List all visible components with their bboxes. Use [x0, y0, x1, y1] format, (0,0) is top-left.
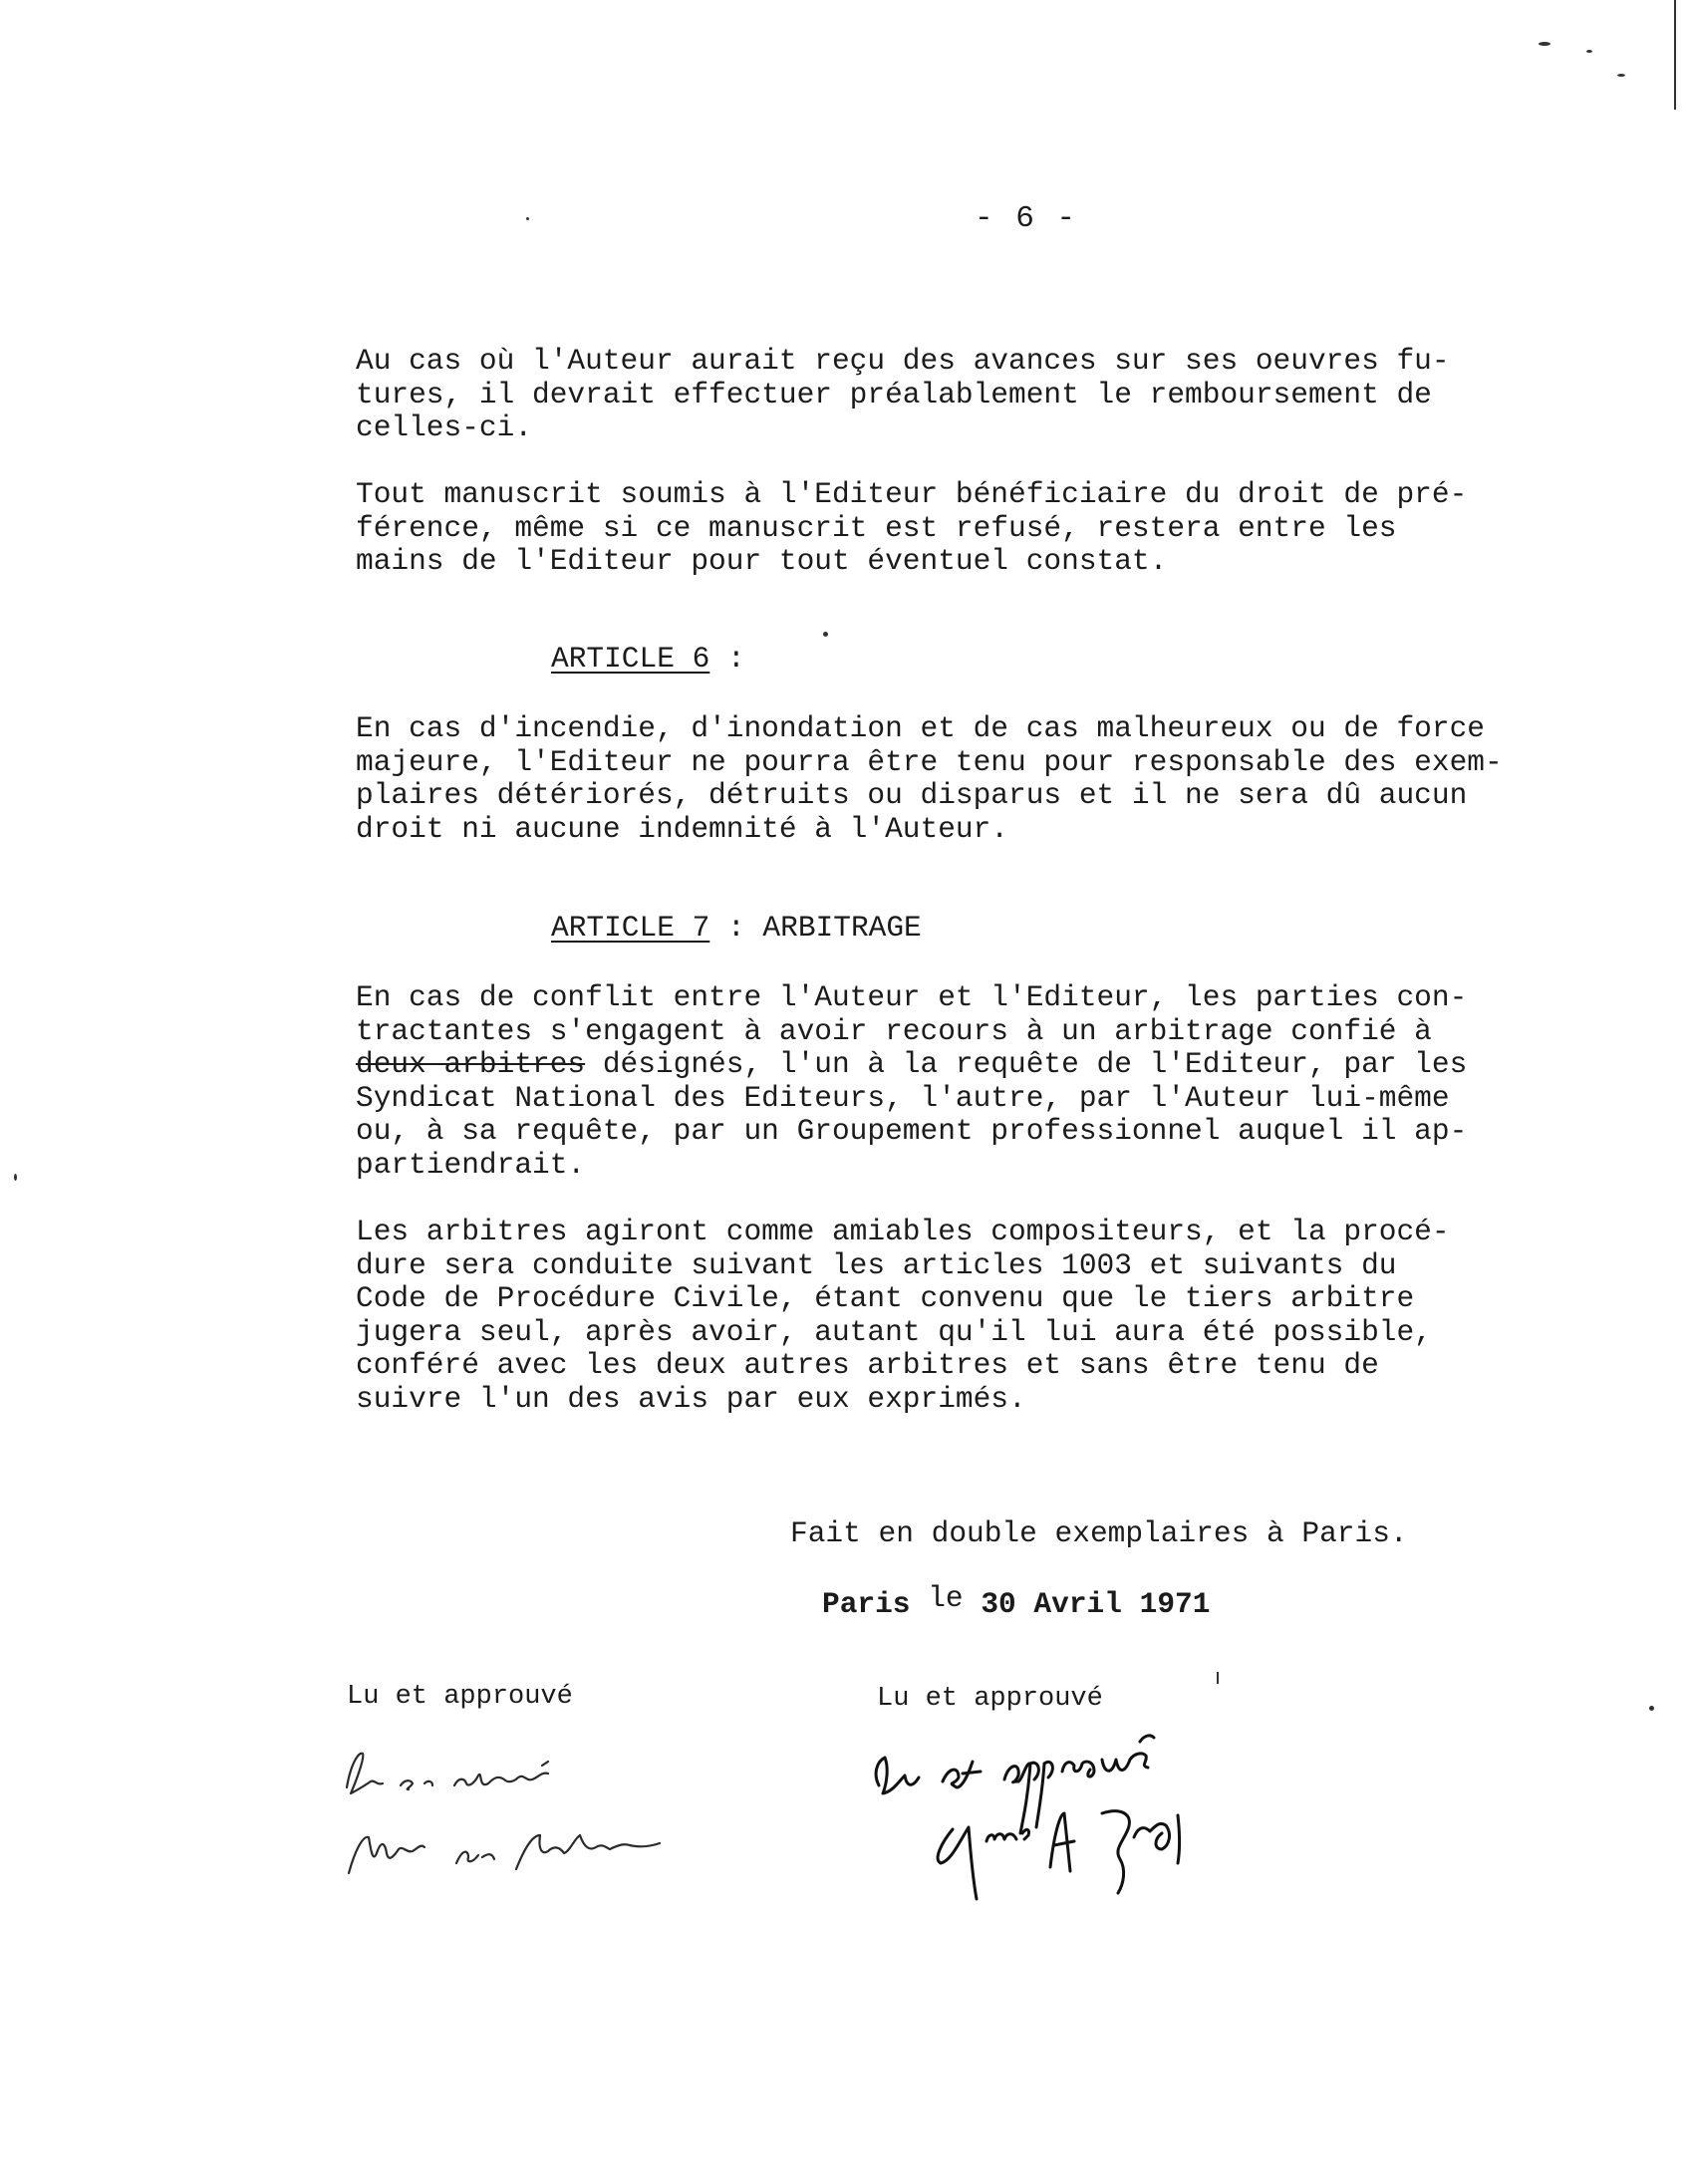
date-line: [822, 1581, 1211, 1621]
approval-label-right: Lu et approuvé: [877, 1684, 1103, 1714]
text-line: mains de l'Editeur pour tout éventuel constat.: [356, 544, 1168, 578]
paragraph-manuscript: [356, 478, 1512, 579]
right-signature: [859, 1664, 1277, 1903]
scan-mark: [526, 217, 529, 220]
date-city: Paris: [822, 1587, 911, 1621]
text-line: majeure, l'Editeur ne pourra être tenu pour responsable des exem-: [356, 744, 1503, 779]
text-line: férence, même si ce manuscrit est refusé, restera entre les: [356, 510, 1397, 545]
text-line: Au cas où l'Auteur aurait reçu des avances sur ses oeuvres fu-: [356, 344, 1450, 378]
approval-label-left: Lu et approuvé: [347, 1682, 573, 1712]
scan-mark: [1539, 42, 1550, 46]
text-line: En cas d'incendie, d'inondation et de cas malheureux ou de force: [356, 711, 1485, 745]
paragraph-arbitrators: [356, 1216, 1512, 1416]
text-line: En cas de conflit entre l'Auteur et l'Editeur, les parties con-: [356, 980, 1468, 1014]
text-line: jugera seul, après avoir, autant qu'il lui aura été possible,: [356, 1314, 1432, 1349]
text-line-with-strike: [356, 1048, 1512, 1082]
scan-mark: [1649, 1706, 1654, 1711]
text-line: ou, à sa requête, par un Groupement professionnel auquel il ap-: [356, 1114, 1468, 1148]
scan-mark: [1217, 1672, 1219, 1684]
text-line: conféré avec les deux autres arbitres et sans être tenu de: [356, 1348, 1379, 1382]
text-line: partiendrait.: [356, 1147, 586, 1182]
text-line: Code de Procédure Civile, étant convenu que le tiers arbitre: [356, 1281, 1415, 1315]
struck-text: deux arbitres: [356, 1047, 586, 1081]
article-6-suffix: :: [709, 642, 745, 676]
text-line: Syndicat National des Editeurs, l'autre, par l'Auteur lui-même: [356, 1080, 1450, 1115]
article-6-label: ARTICLE 6: [551, 642, 710, 676]
date-le: le: [928, 1581, 964, 1615]
page-number: - 6 -: [975, 201, 1078, 236]
article-7-heading: [551, 912, 922, 946]
article-6-heading: [551, 643, 745, 677]
scan-mark: [1617, 74, 1625, 77]
paragraph-advances: [356, 345, 1512, 445]
text-line: droit ni aucune indemnité à l'Auteur.: [356, 811, 1009, 846]
made-in-line: Fait en double exemplaires à Paris.: [790, 1516, 1408, 1550]
text-segment: désignés, l'un à la requête de l'Editeur, par les: [585, 1047, 1468, 1081]
scan-mark: [14, 1174, 17, 1181]
text-line: suivre l'un des avis par eux exprimés.: [356, 1381, 1026, 1416]
left-signature: [329, 1724, 727, 1903]
article-7-label: ARTICLE 7: [551, 911, 710, 945]
text-line: dure sera conduite suivant les articles 1003 et suivants du: [356, 1247, 1397, 1282]
paragraph-arbitration: [356, 981, 1512, 1182]
text-line: Tout manuscrit soumis à l'Editeur bénéficiaire du droit de pré-: [356, 477, 1468, 511]
scan-edge-line: [1674, 0, 1676, 110]
text-line: tures, il devrait effectuer préalablement le remboursement de: [356, 377, 1432, 411]
text-line: tractantes s'engagent à avoir recours à un arbitrage confié à: [356, 1013, 1432, 1048]
text-line: Les arbitres agiront comme amiables compositeurs, et la procé-: [356, 1215, 1450, 1248]
article-7-suffix: : ARBITRAGE: [709, 911, 922, 945]
scan-mark: [823, 632, 828, 637]
text-line: celles-ci.: [356, 410, 533, 444]
scan-mark: [1586, 50, 1592, 53]
paragraph-force-majeure: [356, 712, 1512, 846]
date-value: 30 Avril 1971: [981, 1587, 1211, 1621]
text-line: plaires détériorés, détruits ou disparus et il ne sera dû aucun: [356, 778, 1468, 812]
